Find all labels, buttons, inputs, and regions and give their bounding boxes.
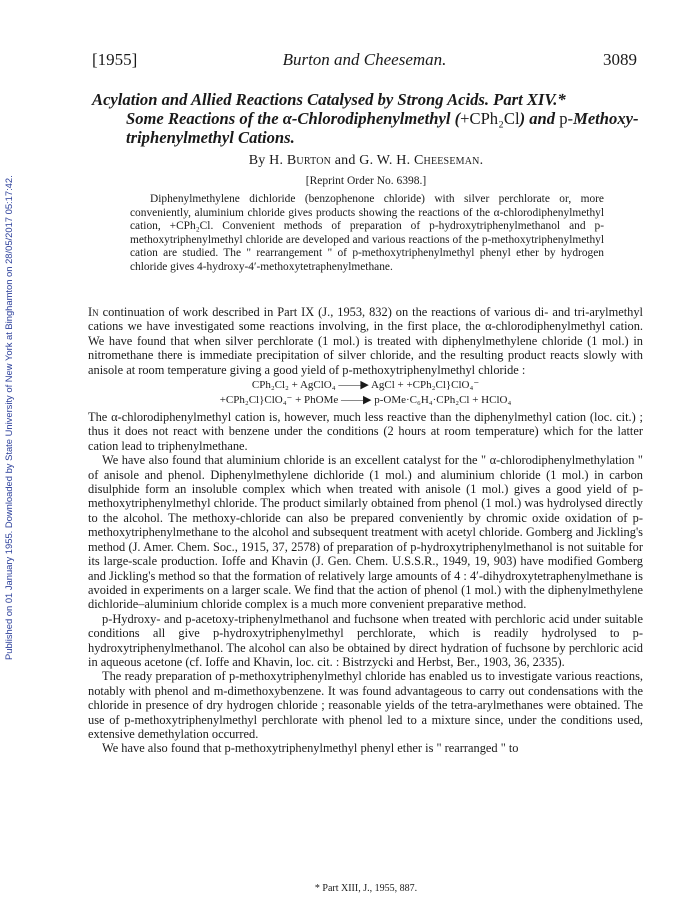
author-and: and G. W. H. xyxy=(331,153,414,168)
reprint-order: [Reprint Order No. 6398.] xyxy=(305,175,427,187)
paragraph-3: We have also found that aluminium chloride is an excellent catalyst for the " α-chlorodiphenylmethylation " of anisole and phenol. Diphenylmethylene dichloride (1 mol.) and aluminium chloride (1 mol.) in carbon disulphide form an insoluble complex which when treated with anisole (1 mol.) gives a good yield of p-methoxytriphenylmethyl chloride. The product similarly obtained from phenol (1 mol.) was hydrolysed directly to the alcohol. The methoxy-chloride can also be prepared conveniently by chromic oxide oxidation of p-methoxytriphenylmethane to the alcohol and subsequent treatment with acetyl chloride. Gomberg and Jickling's method (J. Amer. Chem. Soc., 1915, 37, 2578) of preparation of p-hydroxytriphenylmethanol is not suitable for its large-scale production. Ioffe and Khavin (J. Gen. Chem. U.S.S.R., 1949, 19, 903) have modified Gomberg and Jickling's method so that the formation of relatively large amounts of 4 : 4′-dihydroxytetraphenylmethane is avoided in experiments on a larger scale. We find that the action of phenol (1 mol.) with the diphenylmethylene dichloride–aluminium chloride complex is a much more convenient preparative method. xyxy=(88,453,643,612)
paragraph-6: We have also found that p-methoxytriphenylmethyl phenyl ether is " rearranged " to xyxy=(102,741,519,756)
paragraph-4: p-Hydroxy- and p-acetoxy-triphenylmethanol and fuchsone when treated with perchloric acid under suitable conditions all give p-hydroxytriphenylmethyl perchlorate, which is readily hydrolysed to p-hydroxytriphenylmethanol. The alcohol can also be obtained by direct hydration of fuchsone by perchloric acid in aqueous acetone (cf. Ioffe and Khavin, loc. cit. : Bistrzycki and Herbst, Ber., 1903, 36, 2335). xyxy=(88,611,643,669)
author-burton: Burton xyxy=(286,153,332,168)
title-cation-formula: +CPh₂Cl xyxy=(460,109,520,128)
title-line-1: Acylation and Allied Reactions Catalysed by Strong Acids. Part XIV.* xyxy=(92,90,566,109)
author-end: . xyxy=(479,153,484,168)
author-line xyxy=(92,153,640,169)
paragraph-1-text: continuation of work described in Part IX (J., 1953, 832) on the reactions of various di- and tri-arylmethyl cations we have investigated some reactions involving, in the first place, the α-chlorodiphenylmethyl cation. We have found that when silver perchlorate (1 mol.) is treated with diphenylmethylene chloride (1 mol.) in nitromethane there is immediate precipitation of silver chloride, and the resulting product reacts slowly with anisole at room temperature giving a good yield of p-methoxytriphenylmethyl chloride : xyxy=(88,305,643,377)
abstract: Diphenylmethylene dichloride (benzophenone chloride) with silver perchlorate or, more conveniently, aluminium chloride gives products showing the reactions of the α-chlorodiphenylmethyl cation, +CPh₂Cl. Convenient methods of preparation of p-hydroxytriphenylmethanol and p-methoxytriphenylmethyl chloride are developed and various reactions of the p-methoxytriphenylmethyl cation are studied. The " rearrangement " of p-methoxytriphenylmethyl phenyl ether by hydrogen chloride gives 4-hydroxy-4′-methoxytetraphenylmethane. xyxy=(130,193,604,273)
title-line-2c: ) and xyxy=(519,109,560,128)
paragraph-5: The ready preparation of p-methoxytriphenylmethyl chloride has enabled us to investigate various reactions, notably with phenol and m-dimethoxybenzene. It was found advantageous to carry out condensations with the chloride in presence of dry hydrogen chloride ; reasonable yields of the tetra-arylmethanes were obtained. The use of p-methoxytriphenylmethyl perchlorate with phenol led to a mixture since, under the conditions used, extensive demethylation occurred. xyxy=(88,669,643,741)
header-page-number: 3089 xyxy=(603,50,637,69)
paragraph-2: The α-chlorodiphenylmethyl cation is, however, much less reactive than the diphenylmethyl cation (loc. cit.) ; thus it does not react with benzene under the conditions (2 hours at room temperature) which for the latter cation lead to triphenylmethane. xyxy=(88,410,643,453)
paragraph-1 xyxy=(88,305,643,377)
title-line-3: triphenylmethyl Cations. xyxy=(126,128,295,147)
title-line-2e: Methoxy- xyxy=(573,109,639,128)
title-line-2 xyxy=(92,109,640,128)
running-header xyxy=(92,50,637,72)
header-year: [1955] xyxy=(92,50,138,69)
author-by: By H. xyxy=(248,153,287,168)
drop-word: In xyxy=(88,305,99,319)
title-para-prefix: p- xyxy=(559,109,574,128)
equation-1: CPh₂Cl₂ + AgClO₄ ——▶ AgCl + +CPh₂Cl}ClO₄⁻ xyxy=(251,379,480,392)
article-title xyxy=(92,90,640,147)
title-line-2a: Some Reactions of the α-Chlorodiphenylmethyl ( xyxy=(126,109,461,128)
author-cheeseman: Cheeseman xyxy=(413,153,480,168)
article-body xyxy=(88,305,643,756)
header-running-title: Burton and Cheeseman. xyxy=(282,50,447,69)
footnote: * Part XIII, J., 1955, 887. xyxy=(314,883,418,894)
download-notice: Published on 01 January 1955. Downloaded by State University of New York at Binghamton on 28/05/2017 05:17:42. xyxy=(3,175,14,660)
equation-2: +CPh₂Cl}ClO₄⁻ + PhOMe ——▶ p-OMe·C₆H₄·CPh₂Cl + HClO₄ xyxy=(219,394,512,407)
